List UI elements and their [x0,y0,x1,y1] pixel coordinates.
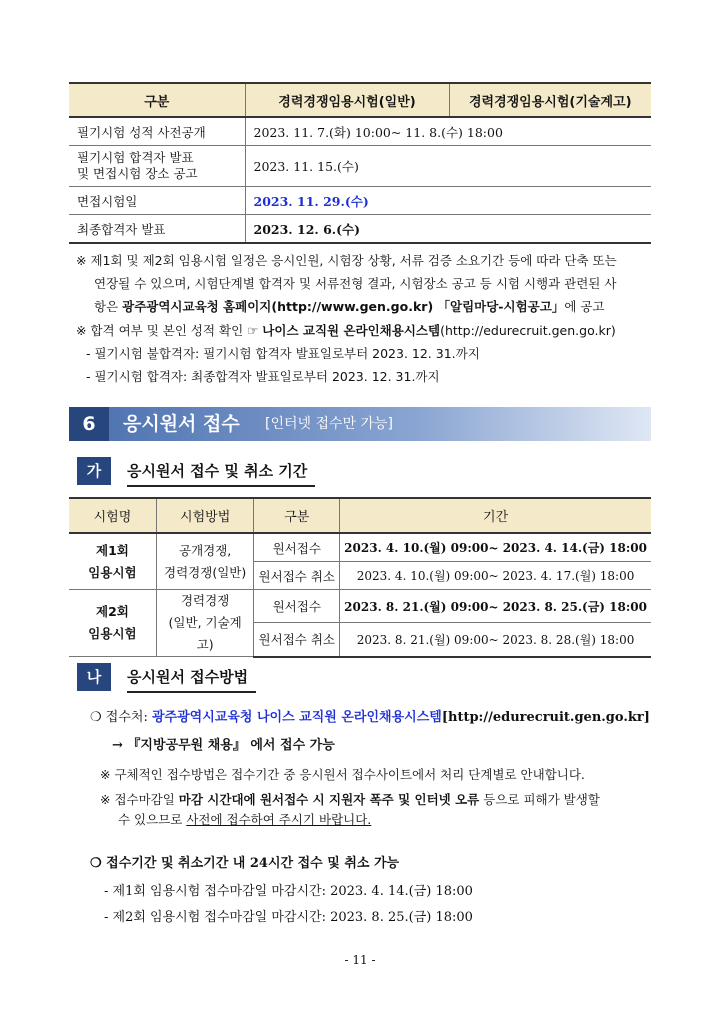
table-row [69,590,651,623]
method-line: (일반, 기술계고) [168,615,242,652]
row-label: 필기시험 성적 사전공개 [69,117,245,146]
table-row [69,533,651,562]
method-deadline-warning-2 [118,810,371,828]
note-schedule-line2: 연장될 수 있으며, 시험단계별 합격자 및 서류전형 결과, 시험장소 공고 등 시험 시행과 관련된 사 [94,276,617,291]
method-deadline-1: - 제1회 임용시험 접수마감일 마감시간: 2023. 4. 14.(금) 18:00 [104,884,473,899]
note-text: ※ 합격 여부 및 본인 성적 확인 ☞ [76,323,263,338]
method-line: 공개경쟁, [179,542,232,558]
method-text: 등으로 피해가 발생할 [479,792,600,807]
row-type: 원서접수 취소 [254,562,340,590]
row-period: 2023. 4. 10.(월) 09:00~ 2023. 4. 14.(금) 18:00 [340,533,651,562]
table-header-row [69,498,651,533]
row-label: 최종합격자 발표 [69,215,245,244]
recruit-system-name: 광주광역시교육청 나이스 교직원 온라인채용시스템 [151,710,442,725]
recruit-system-url: (http://edurecruit.gen.go.kr) [440,323,616,338]
note-schedule-line1: ※ 제1회 및 제2회 임용시험 일정은 응시인원, 시험장 상황, 서류 검증 소요기간 등에 따라 단축 또는 [76,253,617,268]
header-technical: 경력경쟁임용시험(기술계고) [449,83,651,117]
exam-name-line: 제1회 [96,542,129,558]
note-text: 에 공고 [564,299,605,314]
subsection-title: 응시원서 접수방법 [127,663,256,693]
table-header-row [69,83,651,117]
exam-1-name [69,533,156,590]
header-period: 기간 [340,498,651,533]
application-period-table [69,497,651,658]
method-line: 경력경쟁(일반) [164,564,247,580]
method-24h-line: ❍ 접수기간 및 취소기간 내 24시간 접수 및 취소 가능 [90,856,400,871]
method-text: ※ 접수마감일 [100,792,179,807]
header-exam-name: 시험명 [69,498,156,533]
note-written-fail: - 필기시험 불합격자: 필기시험 합격자 발표일로부터 2023. 12. 31.까지 [86,346,480,361]
warning-bold-text: 마감 시간대에 원서접수 시 지원자 폭주 및 인터넷 오류 [178,792,480,807]
row-type: 원서접수 [254,533,340,562]
note-text: 항은 [94,299,123,314]
notice-link-text: 광주광역시교육청 홈페이지(http://www.gen.go.kr) 「알림마당-시험공고」 [122,299,565,314]
method-text: ❍ 접수처: [90,710,152,725]
exam-2-name [69,590,156,657]
section-title: 응시원서 접수 [123,413,240,435]
subsection-badge: 나 [77,663,111,691]
section-number: 6 [69,407,109,441]
exam-name-line: 임용시험 [88,626,137,641]
exam-2-method [156,590,253,657]
header-type: 구분 [254,498,340,533]
method-guide-note: ※ 구체적인 접수방법은 접수기간 중 응시원서 접수사이트에서 처리 단계별로 안내합니다. [100,767,585,782]
method-local-gov-line: → 『지방공무원 채용』 에서 접수 가능 [112,738,335,753]
subsection-badge: 가 [77,457,111,485]
note-result-check [76,320,616,342]
header-category: 구분 [69,83,245,117]
subsection-title: 응시원서 접수 및 취소 기간 [127,457,315,487]
section-6-header [69,407,651,441]
method-deadline-warning [100,790,600,808]
method-reception-line [90,706,650,725]
note-schedule-line3 [94,296,605,318]
exam-schedule-table [69,82,651,244]
row-value: 2023. 11. 15.(수) [245,146,651,187]
method-text: 수 있으므로 [118,812,187,827]
table-row [69,117,651,146]
exam-1-method [156,533,253,590]
header-general: 경력경쟁임용시험(일반) [245,83,449,117]
method-deadline-2: - 제2회 임용시험 접수마감일 마감시간: 2023. 8. 25.(금) 18:00 [104,910,473,925]
recruit-system-url: [http://edurecruit.gen.go.kr] [441,710,650,725]
exam-name-line: 제2회 [96,604,129,619]
table-row [69,146,651,187]
note-written-pass: - 필기시험 합격자: 최종합격자 발표일로부터 2023. 12. 31.까지 [86,369,440,384]
row-label: 필기시험 합격자 발표 및 면접시험 장소 공고 [69,146,245,187]
row-type: 원서접수 [254,590,340,623]
section-subtitle: [인터넷 접수만 가능] [265,416,394,432]
row-period: 2023. 4. 10.(월) 09:00~ 2023. 4. 17.(월) 18:00 [340,562,651,590]
table-row [69,215,651,244]
page-number: - 11 - [344,953,376,967]
exam-name-line: 임용시험 [88,564,137,580]
row-label: 면접시험일 [69,187,245,215]
row-type: 원서접수 취소 [254,623,340,657]
subsection-ga-header [77,457,477,485]
warning-underline-text: 사전에 접수하여 주시기 바랍니다. [186,812,372,827]
row-value: 2023. 11. 29.(수) [245,187,651,215]
row-value: 2023. 12. 6.(수) [245,215,651,244]
row-period: 2023. 8. 21.(월) 09:00~ 2023. 8. 28.(월) 18:00 [340,623,651,657]
subsection-na-header [77,663,477,691]
row-period: 2023. 8. 21.(월) 09:00~ 2023. 8. 25.(금) 18:00 [340,590,651,623]
table-row [69,187,651,215]
row-value: 2023. 11. 7.(화) 10:00~ 11. 8.(수) 18:00 [245,117,651,146]
recruit-system-name: 나이스 교직원 온라인채용시스템 [262,323,441,338]
method-line: 경력경쟁 [180,593,230,608]
header-exam-method: 시험방법 [156,498,253,533]
